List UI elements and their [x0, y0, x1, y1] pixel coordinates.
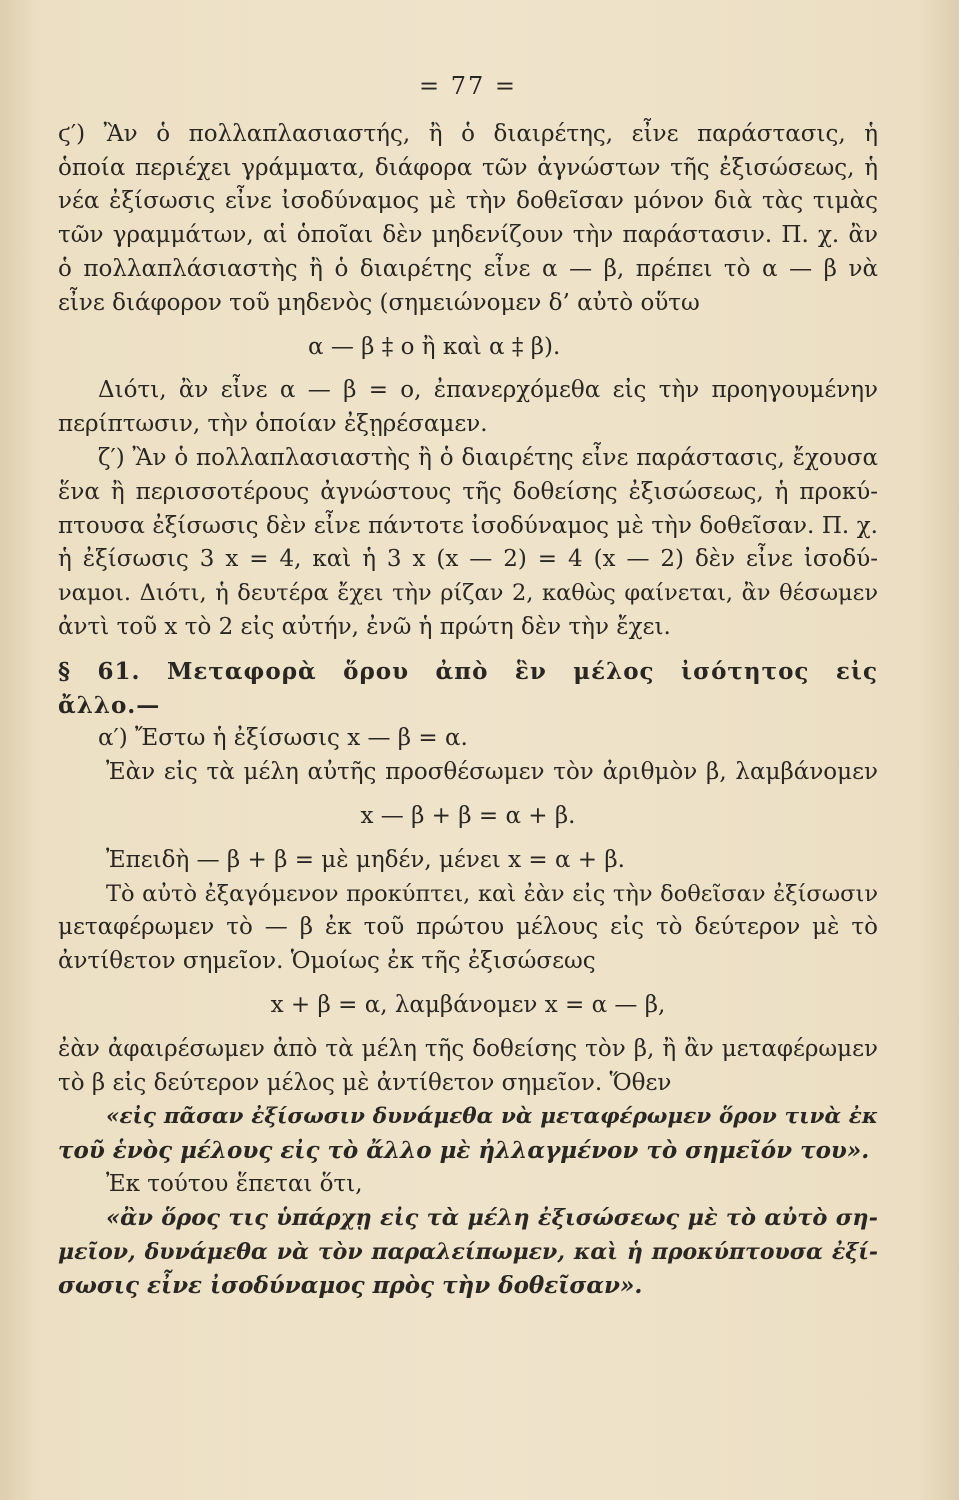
- text-line: ζ′) Ἂν ὁ πολλαπλασιαστὴς ἢ ὁ διαιρέτης εἶνε παράστασις, ἔχουσα: [98, 444, 878, 471]
- text-line: νέα ἐξίσωσις εἶνε ἰσοδύναμος μὲ τὴν δοθεῖσαν μόνον διὰ τὰς τιμὰς: [58, 188, 878, 215]
- rule-line: «ἂν ὅρος τις ὑπάρχῃ εἰς τὰ μέλη ἐξισώσεως μὲ τὸ αὐτὸ ση-: [106, 1204, 878, 1231]
- text-line: ἀντίθετον σημεῖον. Ὁμοίως ἐκ τῆς ἐξισώσεως: [58, 948, 596, 975]
- text-line: α′) Ἔστω ἡ ἐξίσωσις x — β = α.: [98, 725, 468, 752]
- text-line: Τὸ αὐτὸ ἐξαγόμενον προκύπτει, καὶ ἐὰν εἰς τὴν δοθεῖσαν ἐξίσωσιν: [106, 880, 878, 907]
- text-line: ἡ ἐξίσωσις 3 x = 4, καὶ ἡ 3 x (x — 2) = 4 (x — 2) δὲν εἶνε ἰσοδύ-: [58, 546, 878, 573]
- text-line: περίπτωσιν, τὴν ὁποίαν ἐξῃρέσαμεν.: [58, 411, 488, 438]
- formula-line: x — β + β = α + β.: [360, 802, 576, 829]
- section-heading: § 61. Μεταφορὰ ὅρου ἀπὸ ἓν μέλος ἰσότητος εἰς: [58, 657, 878, 685]
- rule-line: τοῦ ἑνὸς μέλους εἰς τὸ ἄλλο μὲ ἠλλαγμένον τὸ σημεῖόν του».: [58, 1137, 870, 1165]
- text-line: Ἐπειδὴ — β + β = μὲ μηδέν, μένει x = α + β.: [106, 846, 625, 873]
- text-line: ϛ′) Ἂν ὁ πολλαπλασιαστής, ἢ ὁ διαιρέτης, εἶνε παράστασις, ἡ: [58, 120, 878, 147]
- text-line: ἀντὶ τοῦ x τὸ 2 εἰς αὐτήν, ἐνῶ ἡ πρώτη δὲν τὴν ἔχει.: [58, 613, 671, 640]
- text-line: ναμοι. Διότι, ἡ δευτέρα ἔχει τὴν ρίζαν 2, καθὼς φαίνεται, ἂν θέσωμεν: [58, 580, 878, 607]
- text-line: ὁποία περιέχει γράμματα, διάφορα τῶν ἀγνώστων τῆς ἐξισώσεως, ἡ: [58, 154, 878, 181]
- formula-line: x + β = α, λαμβάνομεν x = α — β,: [270, 991, 666, 1018]
- text-line: ἐὰν ἀφαιρέσωμεν ἀπὸ τὰ μέλη τῆς δοθείσης τὸν β, ἢ ἂν μεταφέρωμεν: [58, 1035, 878, 1062]
- text-line: πτουσα ἐξίσωσις δὲν εἶνε πάντοτε ἰσοδύναμος μὲ τὴν δοθεῖσαν. Π. χ.: [58, 512, 878, 539]
- rule-line: σωσις εἶνε ἰσοδύναμος πρὸς τὴν δοθεῖσαν».: [58, 1272, 643, 1300]
- text-line: εἶνε διάφορον τοῦ μηδενὸς (σημειώνομεν δ’ αὐτὸ οὕτω: [58, 289, 700, 316]
- rule-line: μεῖον, δυνάμεθα νὰ τὸν παραλείπωμεν, καὶ ἡ προκύπτουσα ἐξί-: [58, 1238, 878, 1265]
- text-line: Ἐκ τούτου ἕπεται ὅτι,: [106, 1170, 363, 1197]
- text-line: μεταφέρωμεν τὸ — β ἐκ τοῦ πρώτου μέλους εἰς τὸ δεύτερον μὲ τὸ: [58, 914, 878, 941]
- formula-line: α — β ‡ ο ἢ καὶ α ‡ β).: [308, 333, 561, 360]
- text-line: Διότι, ἂν εἶνε α — β = ο, ἐπανερχόμεθα εἰς τὴν προηγουμένην: [98, 377, 878, 404]
- text-line: ἕνα ἢ περισσοτέρους ἀγνώστους τῆς δοθείσης ἐξισώσεως, ἡ προκύ-: [58, 478, 878, 505]
- section-heading-cont: ἄλλο.—: [58, 691, 161, 719]
- text-line: Ἐὰν εἰς τὰ μέλη αὐτῆς προσθέσωμεν τὸν ἀριθμὸν β, λαμβάνομεν: [106, 759, 878, 786]
- page-number: = 77 =: [418, 72, 517, 100]
- text-line: ὁ πολλαπλάσιαστὴς ἢ ὁ διαιρέτης εἶνε α — β, πρέπει τὸ α — β νὰ: [58, 255, 878, 282]
- text-line: τῶν γραμμάτων, αἱ ὁποῖαι δὲν μηδενίζουν τὴν παράστασιν. Π. χ. ἂν: [58, 222, 878, 249]
- page-text: [58, 70, 878, 1303]
- rule-line: «εἰς πᾶσαν ἐξίσωσιν δυνάμεθα νὰ μεταφέρωμεν ὅρον τινὰ ἐκ: [106, 1104, 878, 1130]
- text-line: τὸ β εἰς δεύτερον μέλος μὲ ἀντίθετον σημεῖον. Ὅθεν: [58, 1069, 672, 1096]
